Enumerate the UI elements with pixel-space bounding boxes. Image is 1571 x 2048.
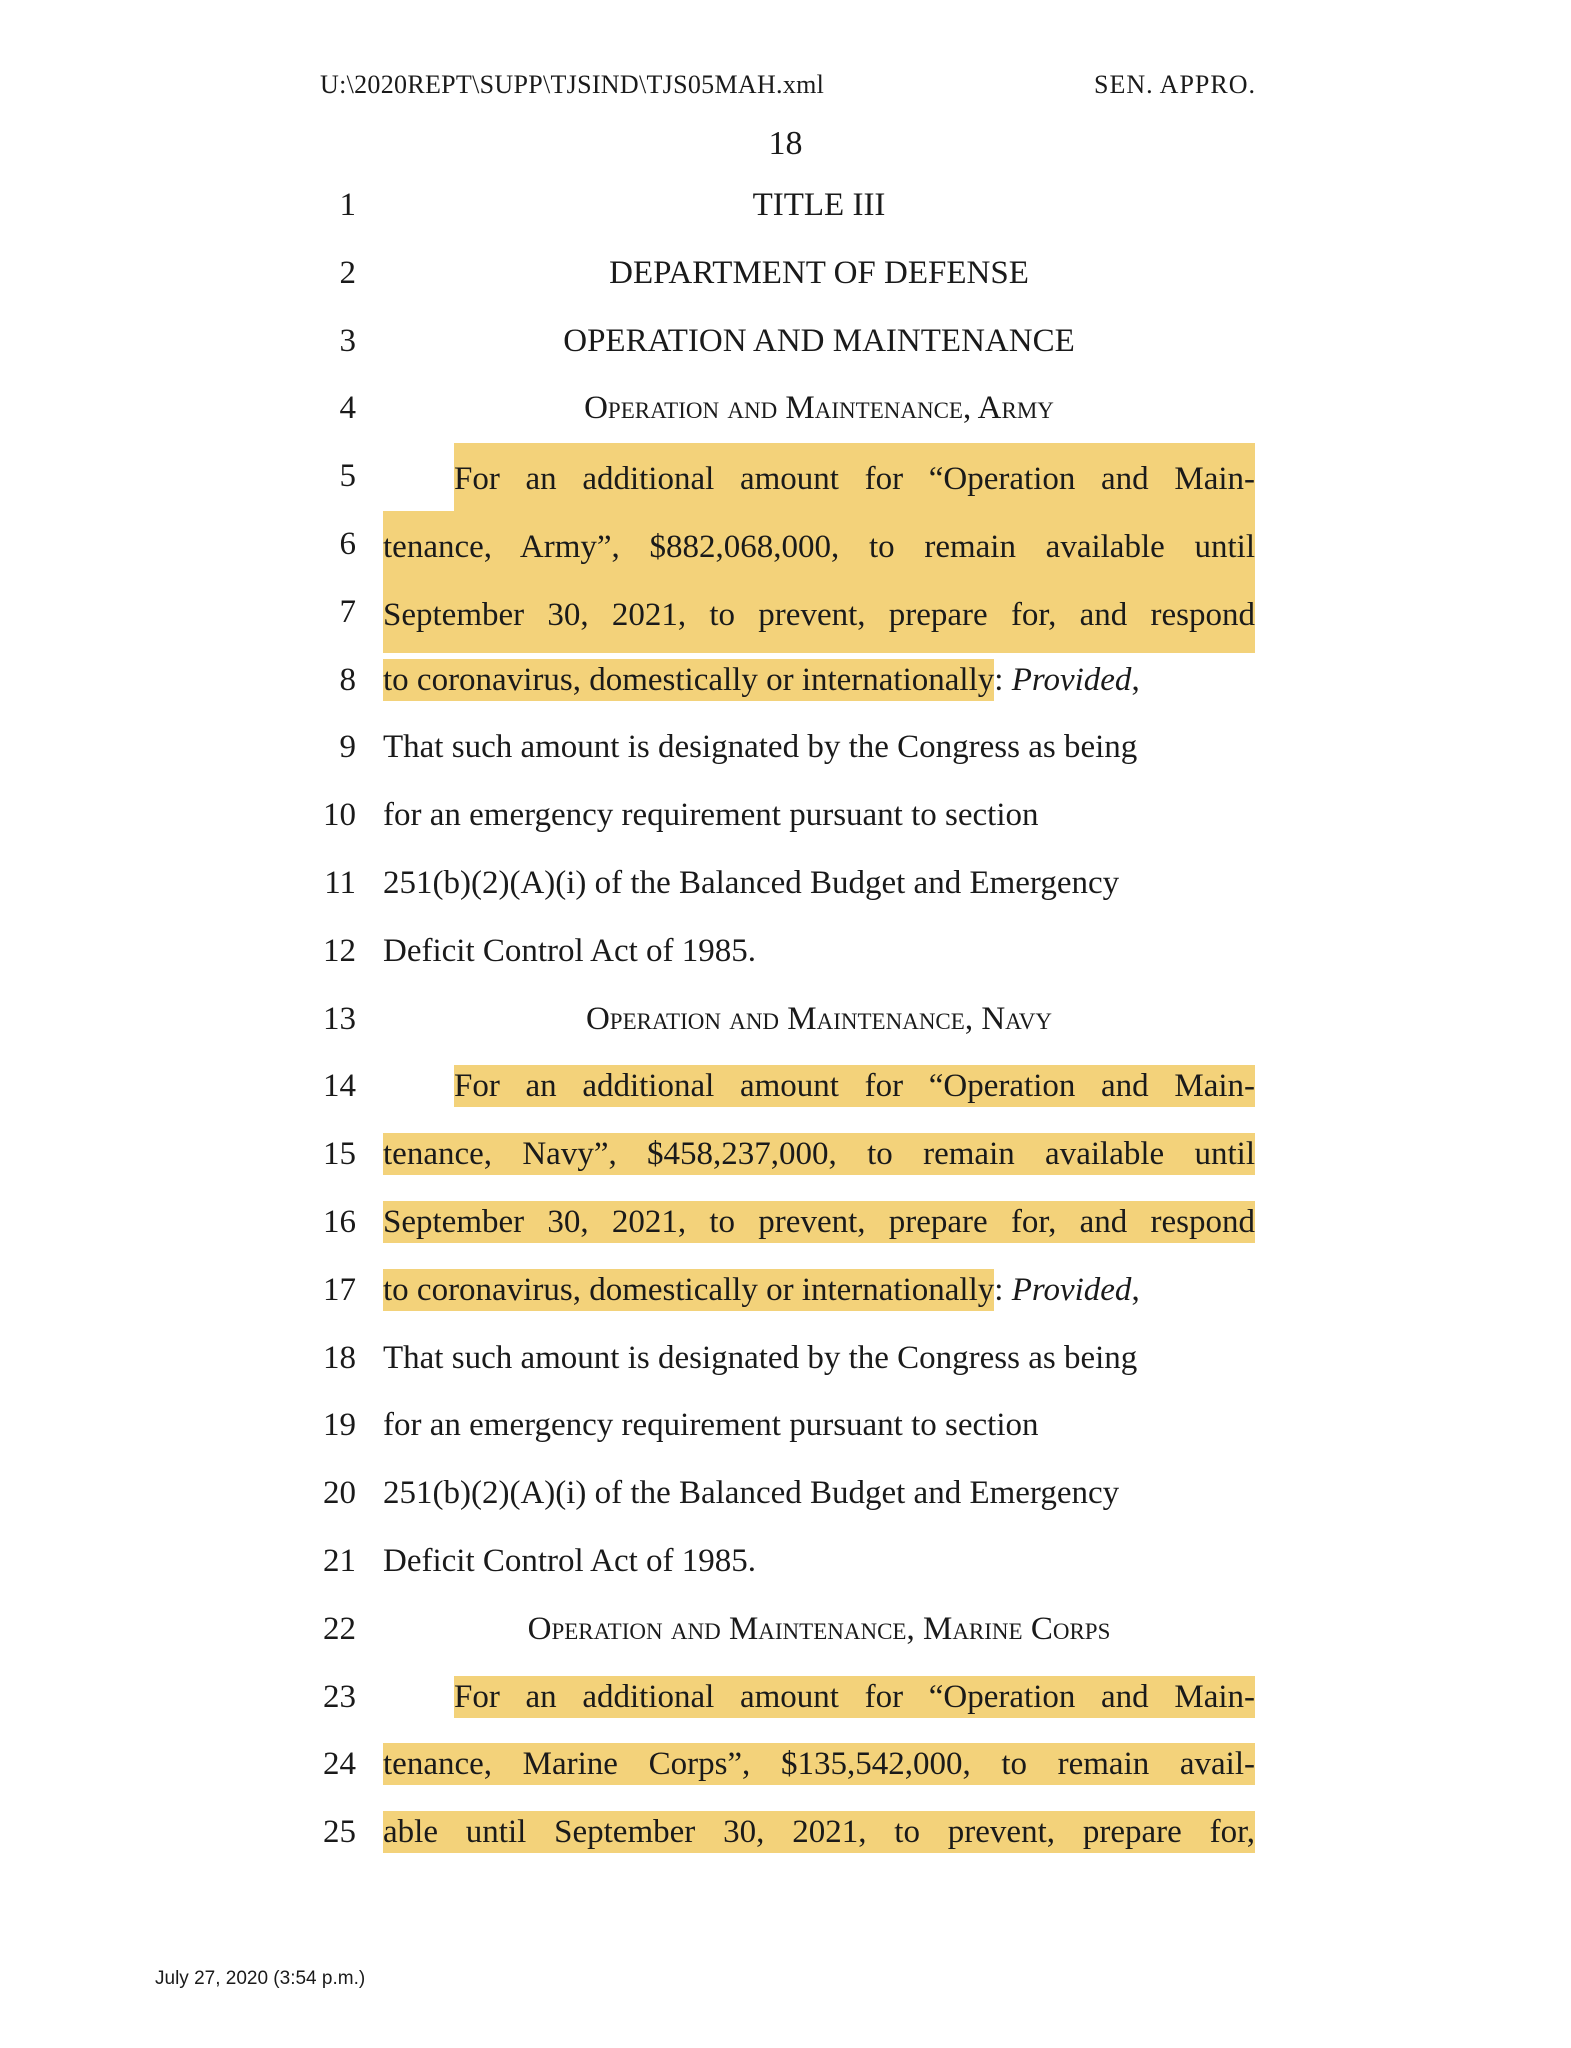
highlighted-span: For an additional amount for “Operation and Main- <box>454 443 1255 517</box>
committee-header: SEN. APPRO. <box>1094 70 1256 99</box>
highlighted-span: able until September 30, 2021, to prevent, prepare for, <box>383 1811 1255 1853</box>
colon: : <box>994 1271 1004 1308</box>
highlighted-text <box>383 443 1255 517</box>
line-number: 18 <box>323 1339 356 1376</box>
account-heading-army: Operation and Maintenance, Army <box>584 390 1054 427</box>
bill-line <box>0 714 1571 782</box>
line-text: for an emergency requirement pursuant to section <box>383 797 1039 834</box>
highlighted-span: September 30, 2021, to prevent, prepare for, and respond <box>383 1201 1255 1243</box>
highlighted-text <box>383 1664 1255 1732</box>
highlighted-span: tenance, Navy”, $458,237,000, to remain available until <box>383 1133 1255 1175</box>
department-heading: DEPARTMENT OF DEFENSE <box>609 254 1029 291</box>
bill-line <box>0 1392 1571 1460</box>
bill-line <box>0 918 1571 986</box>
line-text: 251(b)(2)(A)(i) of the Balanced Budget and Emergency <box>383 1475 1120 1512</box>
comma: , <box>1131 1271 1140 1308</box>
bill-line <box>0 172 1571 240</box>
bill-line <box>0 1325 1571 1393</box>
bill-line <box>0 1189 1571 1257</box>
line-number: 21 <box>323 1542 356 1579</box>
line-number: 17 <box>323 1271 356 1308</box>
line-number: 24 <box>323 1746 356 1783</box>
line-text: Deficit Control Act of 1985. <box>383 932 757 969</box>
bill-line <box>0 1257 1571 1325</box>
line-text: That such amount is designated by the Congress as being <box>383 729 1138 766</box>
bill-line <box>0 1121 1571 1189</box>
line-number: 15 <box>323 1136 356 1173</box>
line-number: 11 <box>324 864 356 901</box>
line-text: for an emergency requirement pursuant to section <box>383 1407 1039 1444</box>
bill-line <box>0 850 1571 918</box>
highlighted-text <box>383 1189 1255 1257</box>
highlighted-text <box>383 1799 1255 1867</box>
file-path-header: U:\2020REPT\SUPP\TJSIND\TJS05MAH.xml <box>320 70 825 99</box>
bill-line <box>0 1799 1571 1867</box>
highlighted-span: to coronavirus, domestically or internationally <box>383 1269 994 1311</box>
colon: : <box>994 661 1004 698</box>
highlighted-span: September 30, 2021, to prevent, prepare for, and respond <box>383 579 1255 653</box>
bill-line <box>0 579 1571 647</box>
highlighted-text <box>383 511 1255 585</box>
account-heading-navy: Operation and Maintenance, Navy <box>585 1000 1053 1037</box>
highlighted-span: to coronavirus, domestically or internationally <box>383 659 994 701</box>
line-number: 7 <box>339 593 356 630</box>
line-number: 4 <box>339 390 356 427</box>
line-number: 3 <box>339 322 356 359</box>
line-number: 16 <box>323 1203 356 1240</box>
line-number: 5 <box>339 458 356 495</box>
line-number: 20 <box>323 1475 356 1512</box>
line-number: 6 <box>339 525 356 562</box>
bill-line <box>0 986 1571 1054</box>
line-number: 25 <box>323 1814 356 1851</box>
proviso-line <box>383 1257 1255 1325</box>
highlighted-text <box>383 1121 1255 1189</box>
bill-line <box>0 1528 1571 1596</box>
line-text: 251(b)(2)(A)(i) of the Balanced Budget and Emergency <box>383 864 1120 901</box>
line-number: 12 <box>323 932 356 969</box>
bill-line <box>0 375 1571 443</box>
bill-line <box>0 1460 1571 1528</box>
bill-line <box>0 1596 1571 1664</box>
bill-line <box>0 308 1571 376</box>
line-text: Deficit Control Act of 1985. <box>383 1542 757 1579</box>
line-number: 2 <box>339 254 356 291</box>
highlighted-text <box>383 1053 1255 1121</box>
line-number: 9 <box>339 729 356 766</box>
highlighted-span: For an additional amount for “Operation and Main- <box>454 1676 1255 1718</box>
line-number: 1 <box>339 187 356 223</box>
provided-term: Provided <box>1011 1271 1132 1308</box>
bill-line <box>0 647 1571 715</box>
title-heading: TITLE III <box>752 187 886 223</box>
line-number: 19 <box>323 1407 356 1444</box>
provided-term: Provided <box>1011 661 1132 698</box>
highlighted-span: tenance, Marine Corps”, $135,542,000, to remain avail- <box>383 1743 1255 1785</box>
highlighted-span: For an additional amount for “Operation and Main- <box>454 1065 1255 1107</box>
bill-line <box>0 1731 1571 1799</box>
bill-line <box>0 1053 1571 1121</box>
highlighted-text <box>383 579 1255 653</box>
bill-text <box>0 172 1571 1867</box>
section-heading: OPERATION AND MAINTENANCE <box>563 322 1075 359</box>
footer-timestamp: July 27, 2020 (3:54 p.m.) <box>155 1968 366 1989</box>
line-number: 8 <box>339 661 356 698</box>
line-number: 10 <box>323 797 356 834</box>
bill-line <box>0 1664 1571 1732</box>
comma: , <box>1131 661 1140 698</box>
line-number: 14 <box>323 1068 356 1105</box>
account-heading-marine-corps: Operation and Maintenance, Marine Corps <box>527 1610 1111 1647</box>
bill-line <box>0 240 1571 308</box>
line-text: That such amount is designated by the Congress as being <box>383 1339 1138 1376</box>
highlighted-text <box>383 1731 1255 1799</box>
line-number: 13 <box>323 1000 356 1037</box>
bill-line <box>0 443 1571 511</box>
proviso-line <box>383 647 1255 715</box>
bill-line <box>0 782 1571 850</box>
line-number: 23 <box>323 1678 356 1715</box>
page-number: 18 <box>768 125 803 162</box>
line-number: 22 <box>323 1610 356 1647</box>
highlighted-span: tenance, Army”, $882,068,000, to remain available until <box>383 511 1255 585</box>
bill-line <box>0 511 1571 579</box>
